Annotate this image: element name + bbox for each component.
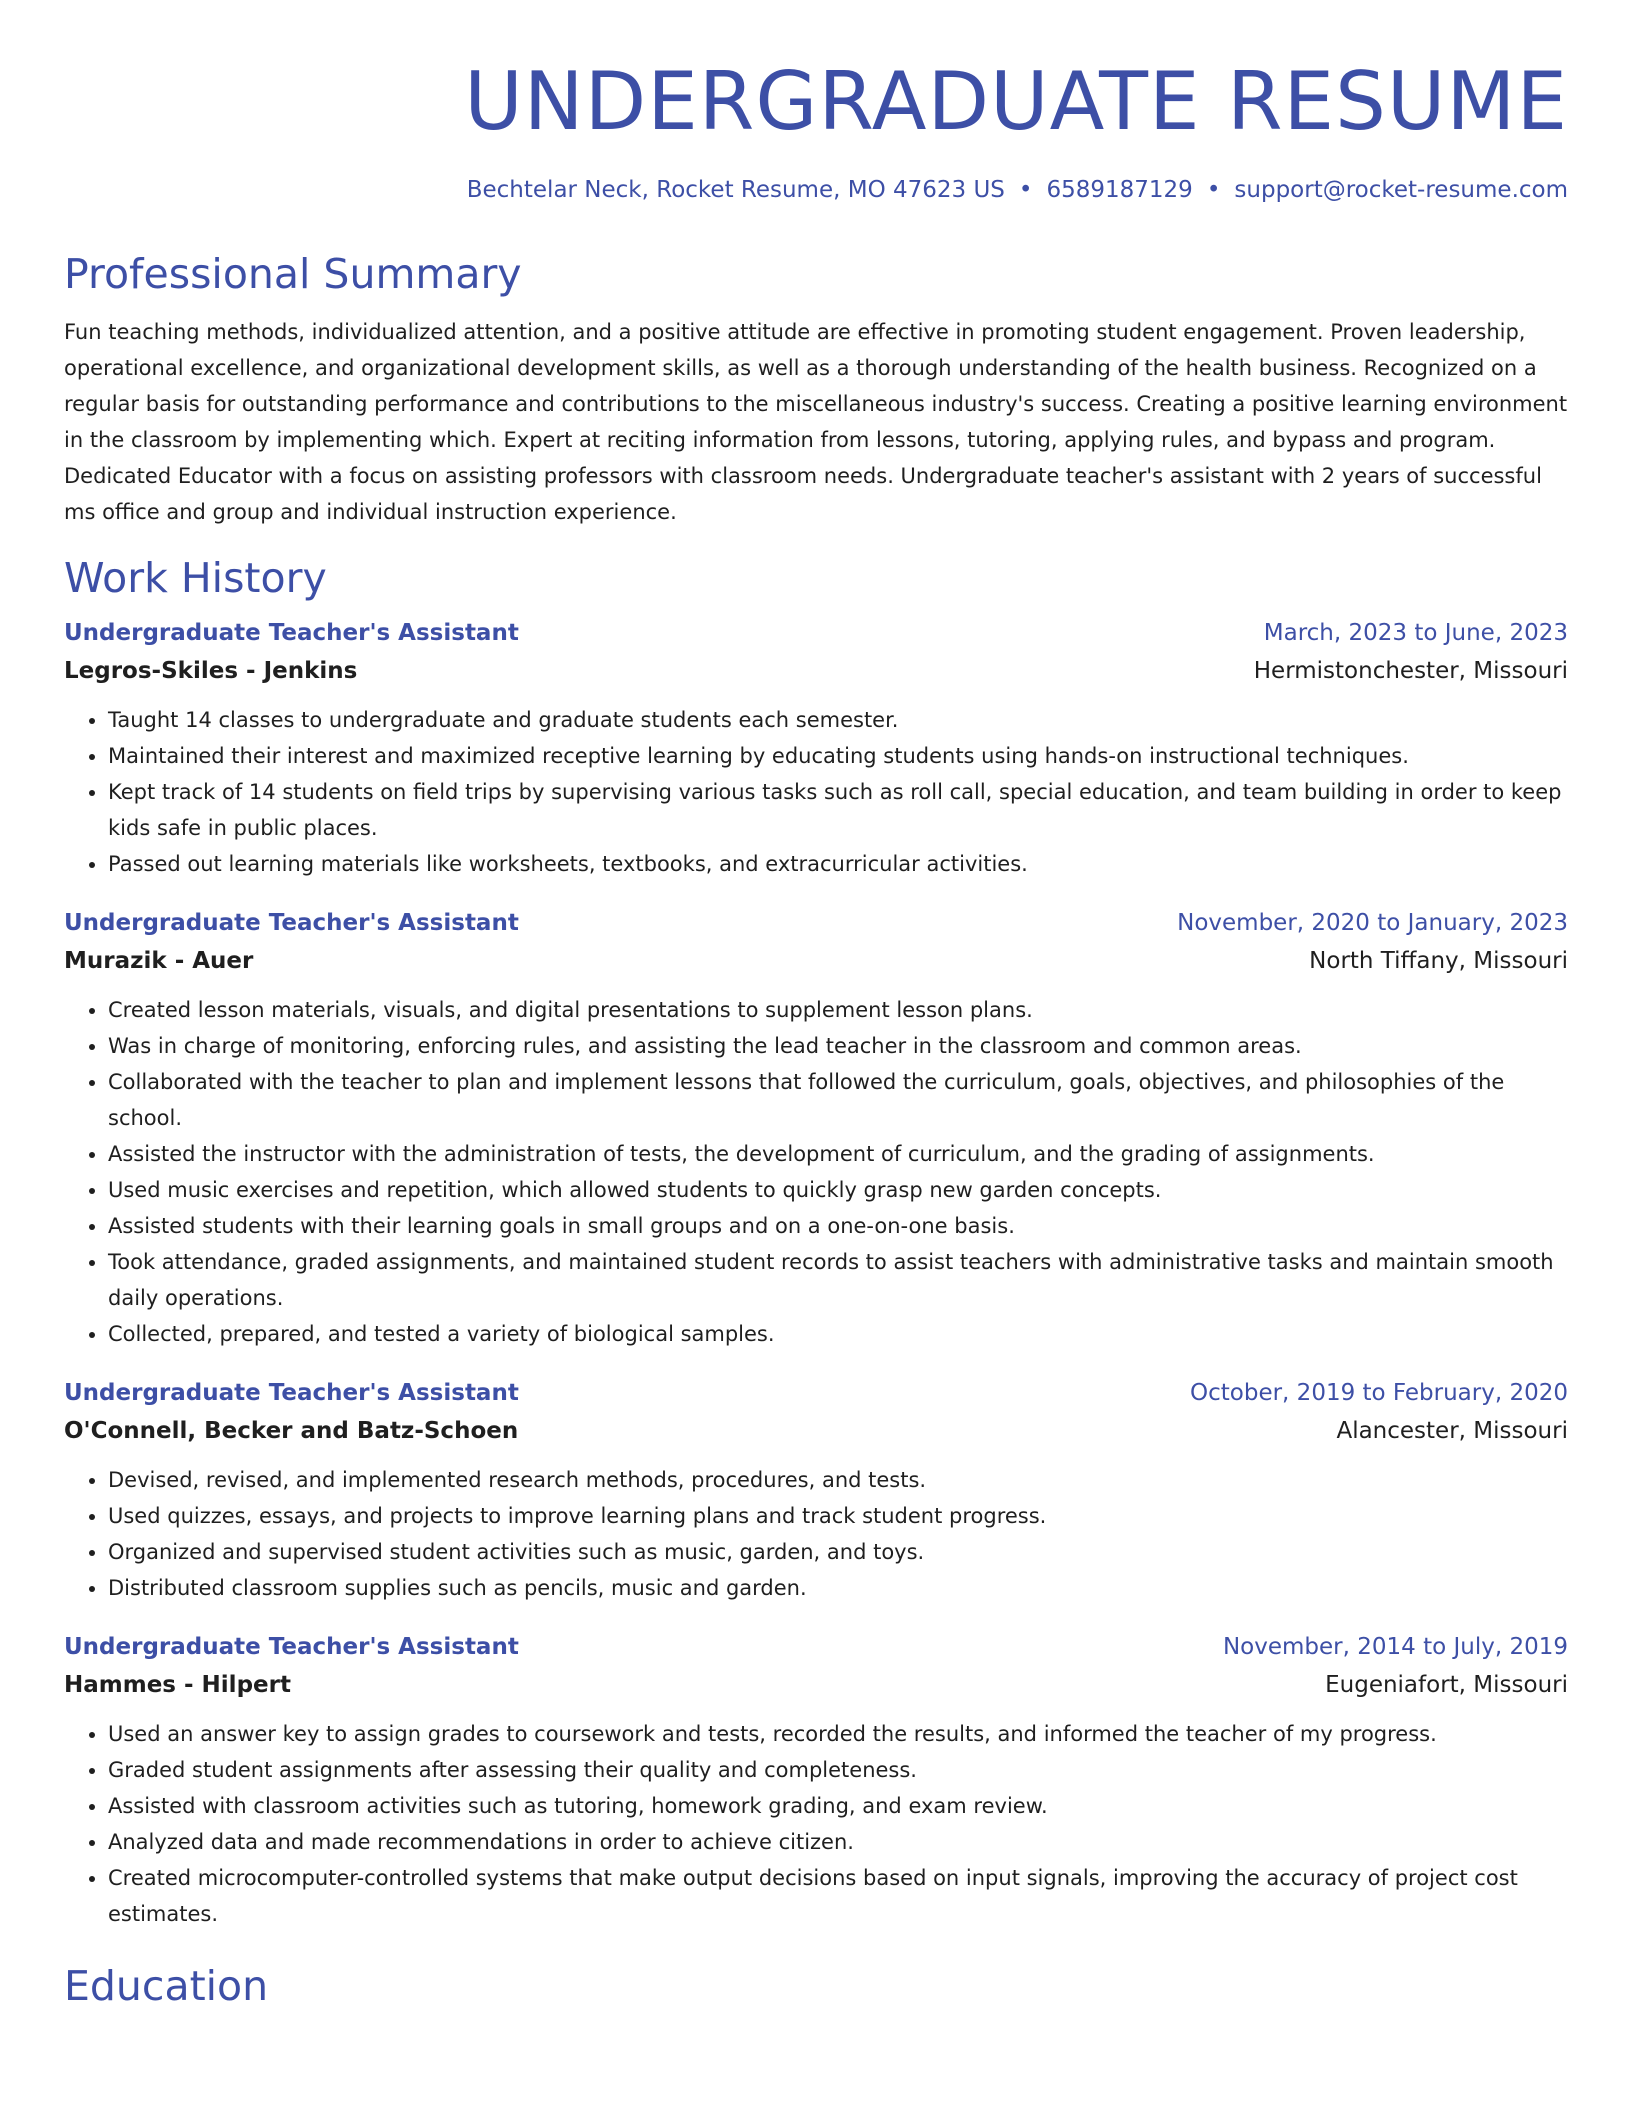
job-dates: October, 2019 to February, 2020 [1190,1380,1568,1406]
job-location: North Tiffany, Missouri [1309,948,1568,974]
job-bullet: • Used music exercises and repetition, which allowed students to quickly grasp new garden concepts. [108,1172,1568,1208]
job-dates: November, 2014 to July, 2019 [1222,1634,1568,1660]
job-bullet-list [64,1716,1568,1932]
job-title-row [64,1628,1568,1666]
job-bullet: • Maintained their interest and maximized receptive learning by educating students using hands-on instructional techniques. [108,738,1568,774]
job-bullet: • Created microcomputer-controlled systems that make output decisions based on input signals, improving the accuracy of project cost estimates. [108,1860,1568,1932]
resume-header [64,52,1568,206]
job-entry [64,904,1568,1352]
job-bullet: • Collected, prepared, and tested a variety of biological samples. [108,1316,1568,1352]
job-title: Undergraduate Teacher's Assistant [64,1634,519,1660]
job-employer-row [64,652,1568,690]
job-location: Hermistonchester, Missouri [1253,658,1568,684]
job-employer-row [64,942,1568,980]
job-bullet: • Created lesson materials, visuals, and digital presentations to supplement lesson plans. [108,992,1568,1028]
job-bullet: • Kept track of 14 students on field trips by supervising various tasks such as roll call, special education, and team building in order to keep kids safe in public places. [108,774,1568,846]
job-bullet-list [64,1462,1568,1606]
job-title: Undergraduate Teacher's Assistant [64,910,519,936]
job-bullet: • Assisted the instructor with the administration of tests, the development of curriculum, and the grading of assignments. [108,1136,1568,1172]
contact-address: Bechtelar Neck, Rocket Resume, MO 47623 US [466,177,1005,203]
contact-separator: • [1206,177,1221,203]
job-entry [64,1374,1568,1606]
work-history-list [64,614,1568,1932]
work-history-heading: Work History [64,554,327,602]
job-employer: Legros-Skiles - Jenkins [64,658,358,684]
job-employer-row [64,1666,1568,1704]
job-bullet: • Organized and supervised student activities such as music, garden, and toys. [108,1534,1568,1570]
job-bullet: • Used quizzes, essays, and projects to improve learning plans and track student progress. [108,1498,1568,1534]
job-bullet: • Analyzed data and made recommendations in order to achieve citizen. [108,1824,1568,1860]
job-title: Undergraduate Teacher's Assistant [64,1380,519,1406]
contact-line [64,174,1568,206]
job-dates: March, 2023 to June, 2023 [1263,620,1568,646]
job-title-row [64,1374,1568,1412]
job-bullet: • Took attendance, graded assignments, and maintained student records to assist teachers with administrative tasks and maintain smooth daily operations. [108,1244,1568,1316]
summary-text: Fun teaching methods, individualized attention, and a positive attitude are effective in promoting student engagement. Proven leadership, operational excellence, and organizational development skills, as well as a thorough understanding of the health business. Recognized on a regular basis for outstanding performance and contributions to the miscellaneous industry's success. Creating a positive learning environment in the classroom by implementing which. Expert at reciting information from lessons, tutoring, applying rules, and bypass and program. Dedicated Educator with a focus on assisting professors with classroom needs. Undergraduate teacher's assistant with 2 years of successful ms office and group and individual instruction experience. [64,320,1568,524]
job-title-row [64,904,1568,942]
job-bullet: • Assisted with classroom activities such as tutoring, homework grading, and exam review. [108,1788,1568,1824]
job-bullet: • Assisted students with their learning goals in small groups and on a one-on-one basis. [108,1208,1568,1244]
contact-phone: 6589187129 [1046,177,1193,203]
job-dates: November, 2020 to January, 2023 [1177,910,1568,936]
job-bullet: • Taught 14 classes to undergraduate and graduate students each semester. [108,702,1568,738]
contact-email: support@rocket-resume.com [1234,177,1568,203]
job-bullet-list [64,992,1568,1352]
job-bullet: • Collaborated with the teacher to plan and implement lessons that followed the curriculum, goals, objectives, and philosophies of the school. [108,1064,1568,1136]
resume-name: UNDERGRADUATE RESUME [464,55,1568,148]
job-title-row [64,614,1568,652]
job-bullet: • Devised, revised, and implemented research methods, procedures, and tests. [108,1462,1568,1498]
job-location: Alancester, Missouri [1336,1418,1568,1444]
job-bullet: • Passed out learning materials like worksheets, textbooks, and extracurricular activities. [108,846,1568,882]
summary-heading: Professional Summary [64,250,522,298]
job-employer: Murazik - Auer [64,948,254,974]
job-entry [64,1628,1568,1932]
education-heading: Education [64,1962,269,2010]
job-title: Undergraduate Teacher's Assistant [64,620,519,646]
job-bullet: • Used an answer key to assign grades to coursework and tests, recorded the results, and informed the teacher of my progress. [108,1716,1568,1752]
job-entry [64,614,1568,882]
job-employer: O'Connell, Becker and Batz-Schoen [64,1418,519,1444]
job-bullet: • Graded student assignments after assessing their quality and completeness. [108,1752,1568,1788]
job-employer: Hammes - Hilpert [64,1672,291,1698]
job-location: Eugeniafort, Missouri [1325,1672,1568,1698]
contact-separator: • [1018,177,1033,203]
job-bullet-list [64,702,1568,882]
job-bullet: • Distributed classroom supplies such as pencils, music and garden. [108,1570,1568,1606]
job-employer-row [64,1412,1568,1450]
job-bullet: • Was in charge of monitoring, enforcing rules, and assisting the lead teacher in the classroom and common areas. [108,1028,1568,1064]
